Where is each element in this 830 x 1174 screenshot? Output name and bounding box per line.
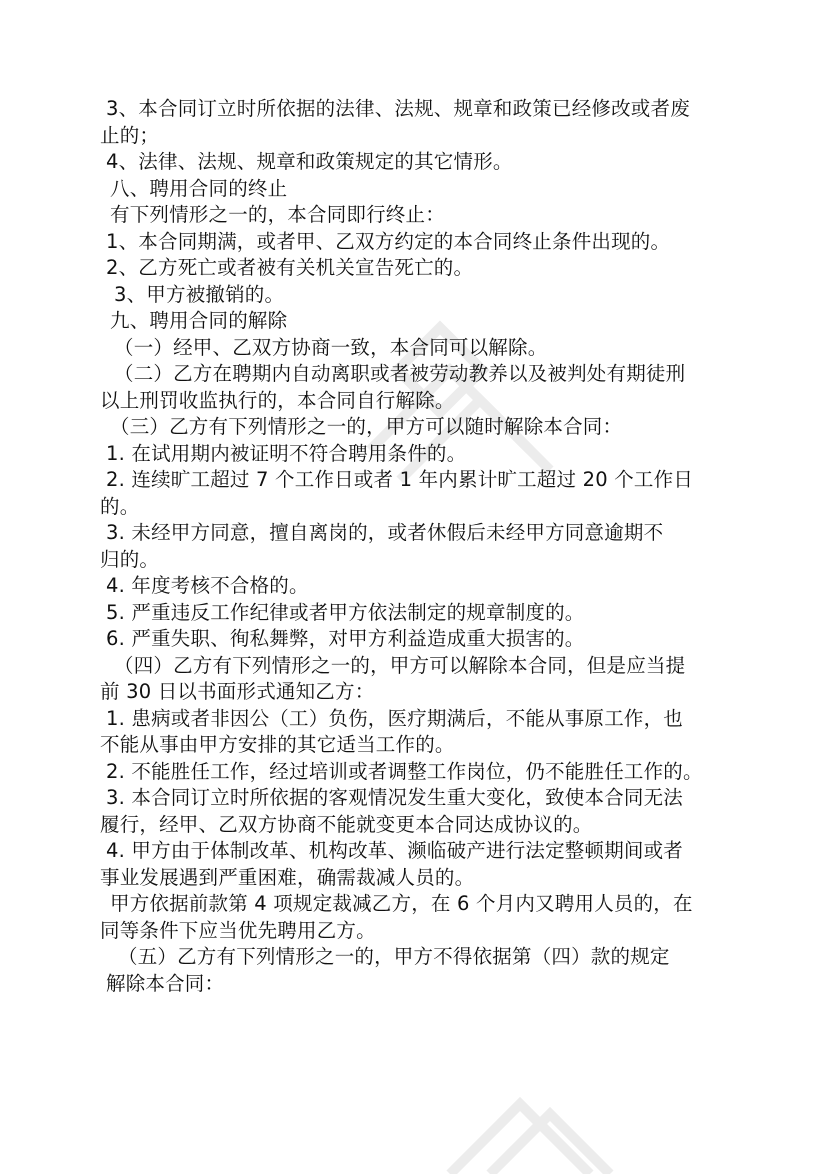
text-line: 履行，经甲、乙双方协商不能就变更本合同达成协议的。 (100, 812, 593, 836)
section-heading: 八、聘用合同的终止 (110, 176, 288, 200)
text-line: 归的。 (100, 547, 160, 571)
text-line: （一）经甲、乙双方协商一致，本合同可以解除。 (114, 335, 548, 359)
text-line: （五）乙方有下列情形之一的，甲方不得依据第（四）款的规定 (118, 945, 670, 968)
text-line: 解除本合同： (106, 971, 225, 995)
text-line: 前 30 日以书面形式通知乙方： (100, 680, 375, 703)
text-line: 3、甲方被撤销的。 (114, 282, 285, 306)
text-line: 1、本合同期满，或者甲、乙双方约定的本合同终止条件出现的。 (106, 229, 671, 253)
text-line: 不能从事由甲方安排的其它适当工作的。 (100, 733, 455, 756)
text-line: 2. 不能胜任工作，经过培训或者调整工作岗位，仍不能胜任工作的。 (106, 759, 703, 783)
text-line: 同等条件下应当优先聘用乙方。 (100, 918, 376, 942)
text-line: 3. 未经甲方同意，擅自离岗的，或者休假后未经甲方同意逾期不 (106, 521, 664, 544)
text-line: 2. 连续旷工超过 7 个工作日或者 1 年内累计旷工超过 20 个工作日 (106, 468, 694, 491)
text-line: 1. 在试用期内被证明不符合聘用条件的。 (106, 441, 467, 465)
text-line: 2、乙方死亡或者被有关机关宣告死亡的。 (106, 256, 474, 279)
text-line: 1. 患病或者非因公（工）负伤，医疗期满后，不能从事原工作，也 (106, 706, 684, 730)
text-line: 6. 严重失职、徇私舞弊，对甲方利益造成重大损害的。 (106, 627, 585, 650)
text-line: （四）乙方有下列情形之一的，甲方可以解除本合同，但是应当提 (114, 653, 686, 677)
text-line: 的。 (100, 494, 140, 518)
text-line: 事业发展遇到严重困难，确需裁减人员的。 (100, 865, 475, 889)
section-heading: 九、聘用合同的解除 (110, 309, 288, 332)
text-line: 止的； (100, 123, 160, 147)
text-line: 甲方依据前款第 4 项规定裁减乙方，在 6 个月内又聘用人员的，在 (110, 892, 693, 915)
text-line: 4. 年度考核不合格的。 (106, 574, 309, 597)
watermark-mark (440, 1060, 640, 1174)
text-line: 5. 严重违反工作纪律或者甲方依法制定的规章制度的。 (106, 600, 585, 624)
text-line: 3、本合同订立时所依据的法律、法规、规章和政策已经修改或者废 (106, 97, 690, 120)
text-line: 以上刑罚收监执行的，本合同自行解除。 (100, 388, 455, 412)
text-line: 3. 本合同订立时所依据的客观情况发生重大变化，致使本合同无法 (106, 786, 684, 809)
text-line: （二）乙方在聘期内自动离职或者被劳动教养以及被判处有期徒刑 (114, 362, 686, 385)
text-line: 4. 甲方由于体制改革、机构改革、濒临破产进行法定整顿期间或者 (106, 839, 684, 862)
text-line: 4、法律、法规、规章和政策规定的其它情形。 (106, 150, 513, 173)
text-line: （三）乙方有下列情形之一的，甲方可以随时解除本合同： (110, 415, 623, 438)
text-line: 有下列情形之一的，本合同即行终止： (110, 203, 445, 226)
document-body (100, 96, 760, 997)
